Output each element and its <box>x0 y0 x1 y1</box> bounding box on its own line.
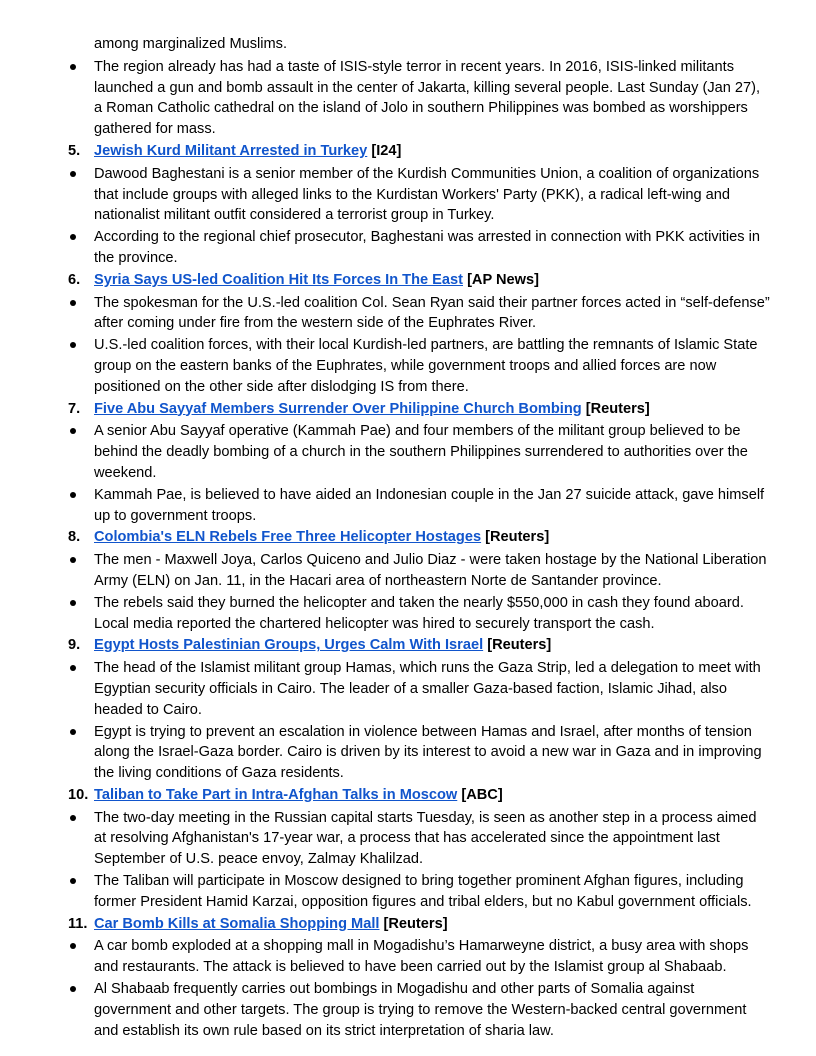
bullet-text: The head of the Islamist militant group Hamas, which runs the Gaza Strip, led a delegation to meet with Egyptian security officials in Cairo. The leader of a smaller Gaza-based faction, Islamic Jihad, also headed to Cairo. <box>94 660 761 718</box>
bullet-item <box>68 293 772 335</box>
bullet-text: The rebels said they burned the helicopter and taken the nearly $550,000 in cash they found aboard. Local media reported the chartered helicopter was hired to securely transport the cash. <box>94 594 744 632</box>
article-source: [Reuters] <box>383 915 448 932</box>
bullet-dot-icon <box>70 64 76 70</box>
article-title-link[interactable]: Colombia's ELN Rebels Free Three Helicopter Hostages <box>94 529 482 546</box>
bullet-text: Al Shabaab frequently carries out bombings in Mogadishu and other parts of Somalia against government and other targets. The group is trying to remove the Western-backed central government and establish its own rule based on its strict interpretation of sharia law. <box>94 981 747 1039</box>
bullet-dot-icon <box>70 300 76 306</box>
bullet-text: The region already has had a taste of ISIS-style terror in recent years. In 2016, ISIS-linked militants launched a gun and bomb assault in the center of Jakarta, killing several people. Last Sunday (Jan 27), a Roman Catholic cathedral on the island of Jolo in southern Philippines was bombed as worshippers gathered for mass. <box>94 58 761 138</box>
article-title-link[interactable]: Syria Says US-led Coalition Hit Its Forces In The East <box>94 271 463 288</box>
article-number: 7. <box>68 400 81 417</box>
article-number: 8. <box>68 529 81 546</box>
article-source: [Reuters] <box>585 400 650 417</box>
article-source: [Reuters] <box>485 529 550 546</box>
bullet-item <box>68 658 772 720</box>
bullet-dot-icon <box>70 171 76 177</box>
bullet-item <box>68 164 772 226</box>
bullet-text: According to the regional chief prosecutor, Baghestani was arrested in connection with PKK activities in the province. <box>94 229 761 266</box>
article-title-link[interactable]: Five Abu Sayyaf Members Surrender Over Philippine Church Bombing <box>94 400 582 417</box>
bullet-item <box>68 335 772 397</box>
article-title-link[interactable]: Jewish Kurd Militant Arrested in Turkey <box>94 142 368 159</box>
article-heading <box>68 141 772 162</box>
bullet-item <box>68 227 772 269</box>
article-number: 10. <box>68 786 89 803</box>
bullet-dot-icon <box>70 878 76 884</box>
bullet-text: Kammah Pae, is believed to have aided an Indonesian couple in the Jan 27 suicide attack, gave himself up to government troops. <box>94 486 765 524</box>
bullet-text: A senior Abu Sayyaf operative (Kammah Pae) and four members of the militant group believed to be behind the deadly bombing of a church in the southern Philippines surrendered to authorities over the weekend. <box>94 423 748 481</box>
bullet-item <box>68 936 772 978</box>
bullet-dot-icon <box>70 557 76 563</box>
bullet-dot-icon <box>70 342 76 348</box>
bullet-text: The Taliban will participate in Moscow designed to bring together prominent Afghan figures, including former President Hamid Karzai, opposition figures and tribal elders, but no Kabul government officials. <box>94 873 752 910</box>
bullet-item <box>68 550 772 592</box>
article-number: 5. <box>68 142 81 159</box>
article-title-link[interactable]: Taliban to Take Part in Intra-Afghan Talks in Moscow <box>94 786 458 803</box>
article-number: 6. <box>68 271 81 288</box>
bullet-text: Egypt is trying to prevent an escalation in violence between Hamas and Israel, after months of tension along the Israel-Gaza border. Cairo is driven by its interest to avoid a new war in Gaza and in improving the living conditions of Gaza residents. <box>94 723 762 782</box>
article-source: [AP News] <box>467 271 539 288</box>
news-list <box>68 34 772 1042</box>
bullet-dot-icon <box>70 986 76 992</box>
article-heading <box>68 399 772 420</box>
bullet-item <box>68 593 772 635</box>
article-number: 9. <box>68 637 81 654</box>
bullet-item <box>68 485 772 527</box>
bullet-dot-icon <box>70 729 76 735</box>
bullet-text: The spokesman for the U.S.-led coalition Col. Sean Ryan said their partner forces acted in “self-defense” after coming under fire from the western side of the Euphrates River. <box>94 294 770 332</box>
article-heading <box>68 527 772 548</box>
bullet-text: The men - Maxwell Joya, Carlos Quiceno and Julio Diaz - were taken hostage by the National Liberation Army (ELN) on Jan. 11, in the Hacari area of northeastern Norte de Santander province. <box>94 552 767 589</box>
article-heading <box>68 914 772 935</box>
article-title-link[interactable]: Car Bomb Kills at Somalia Shopping Mall <box>94 915 380 932</box>
bullet-dot-icon <box>70 815 76 821</box>
article-number: 11. <box>68 915 88 932</box>
article-source: [Reuters] <box>487 637 552 654</box>
carryover-text: among marginalized Muslims. <box>94 36 288 52</box>
bullet-text: Dawood Baghestani is a senior member of the Kurdish Communities Union, a coalition of organizations that include groups with alleged links to the Kurdistan Workers' Party (PKK), a radical left-wing and nationalist militant outfit considered a terrorist group in Turkey. <box>94 165 760 224</box>
bullet-item <box>68 979 772 1041</box>
article-source: [I24] <box>371 142 402 159</box>
bullet-dot-icon <box>70 665 76 671</box>
bullet-dot-icon <box>70 943 76 949</box>
article-title-link[interactable]: Egypt Hosts Palestinian Groups, Urges Calm With Israel <box>94 637 484 654</box>
article-source: [ABC] <box>461 786 503 803</box>
article-heading <box>68 785 772 806</box>
bullet-dot-icon <box>70 492 76 498</box>
bullet-dot-icon <box>70 428 76 434</box>
bullet-item <box>68 421 772 483</box>
bullet-item <box>68 722 772 784</box>
bullet-item <box>68 871 772 913</box>
bullet-dot-icon <box>70 234 76 240</box>
bullet-text: U.S.-led coalition forces, with their local Kurdish-led partners, are battling the remnants of Islamic State group on the eastern banks of the Euphrates, while government troops and allied forces are now positioned on the other side after dislodging IS from there. <box>94 337 758 395</box>
article-heading <box>68 270 772 291</box>
bullet-item <box>68 57 772 140</box>
article-heading <box>68 635 772 656</box>
bullet-item <box>68 808 772 870</box>
bullet-text: The two-day meeting in the Russian capital starts Tuesday, is seen as another step in a process aimed at resolving Afghanistan's 17-year war, a process that has accelerated since the appointment last September of U.S. peace envoy, Zalmay Khalilzad. <box>94 809 757 868</box>
bullet-text: A car bomb exploded at a shopping mall in Mogadishu’s Hamarweyne district, a busy area with shops and restaurants. The attack is believed to have been carried out by the Islamist group al Shabaab. <box>94 938 749 976</box>
bullet-dot-icon <box>70 600 76 606</box>
article-list <box>68 141 772 1041</box>
